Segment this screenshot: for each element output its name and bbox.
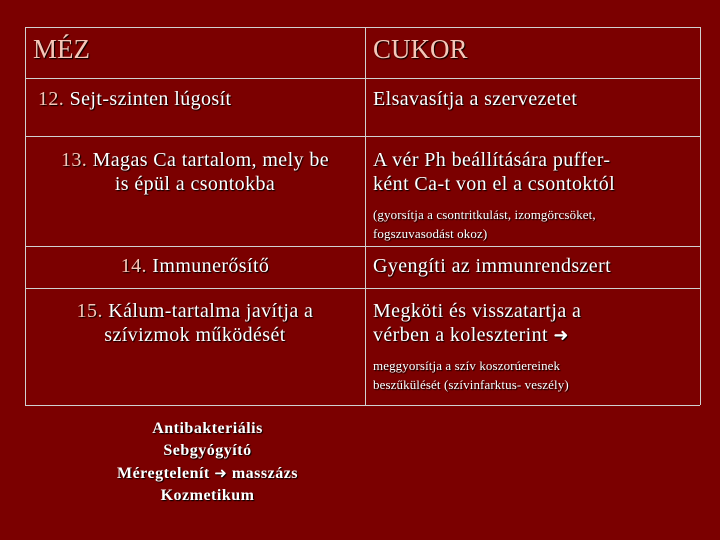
table-divider-1	[25, 78, 700, 79]
row-15-cukor-line1: Megköti és visszatartja a	[373, 300, 582, 322]
row-15-number: 15.	[76, 300, 103, 322]
extra-benefits-list	[60, 418, 355, 507]
benefit-meregtelenit: Méregtelenít ➜ masszázs	[116, 464, 299, 482]
row-14-number: 14.	[120, 255, 147, 277]
table-divider-2	[25, 136, 700, 137]
row-15-right	[373, 299, 581, 348]
row-15-left	[26, 299, 364, 347]
header-cukor: CUKOR	[373, 34, 468, 64]
header-mez: MÉZ	[33, 34, 90, 64]
benefit-sebgyogyito: Sebgyógyító	[163, 442, 252, 459]
benefit-antibakterialis: Antibakteriális	[152, 420, 263, 437]
row-12-cukor-text: Elsavasítja a szervezetet	[373, 88, 578, 110]
row-14-mez-text: Immunerősítő	[152, 255, 270, 277]
row-13-note: (gyorsítja a csontritkulást, izomgörcsöket, fogszuvasodást okoz)	[373, 207, 596, 241]
table-border-right	[700, 27, 701, 405]
row-14-cukor-text: Gyengíti az immunrendszert	[373, 255, 612, 277]
row-13-mez-line1: 13. Magas Ca tartalom, mely be	[60, 149, 330, 171]
row-12-left	[38, 87, 232, 111]
row-14-left	[26, 254, 364, 278]
row-15-cukor-line2: vérben a koleszterint ➜	[373, 324, 569, 346]
table-border-bottom	[25, 405, 700, 406]
row-12-mez-text: Sejt-szinten lúgosít	[69, 88, 232, 110]
row-13-left	[26, 148, 364, 196]
table-column-divider	[365, 27, 366, 405]
row-13-cukor-line2: ként Ca-t von el a csontoktól	[373, 173, 616, 195]
benefit-kozmetikum: Kozmetikum	[160, 487, 255, 504]
right-arrow-icon: ➜	[214, 464, 228, 482]
row-12-number: 12.	[38, 88, 65, 110]
row-13-number: 13.	[60, 149, 88, 171]
row-15-mez-line2: szívizmok működését	[104, 324, 286, 346]
table-border-left	[25, 27, 26, 405]
row-13-mez-line2: is épül a csontokba	[114, 173, 276, 195]
row-15-mez-line1: 15. Kálum-tartalma javítja a	[76, 300, 314, 322]
table-border-top	[25, 27, 700, 28]
right-arrow-icon: ➜	[553, 325, 569, 346]
row-13-cukor-line1: A vér Ph beállítására puffer-	[373, 149, 611, 171]
table-divider-3	[25, 246, 700, 247]
row-15-note: meggyorsítja a szív koszorúereinek beszűkülését (szívinfarktus- veszély)	[373, 358, 569, 392]
table-divider-4	[25, 288, 700, 289]
row-13-right	[373, 148, 615, 196]
